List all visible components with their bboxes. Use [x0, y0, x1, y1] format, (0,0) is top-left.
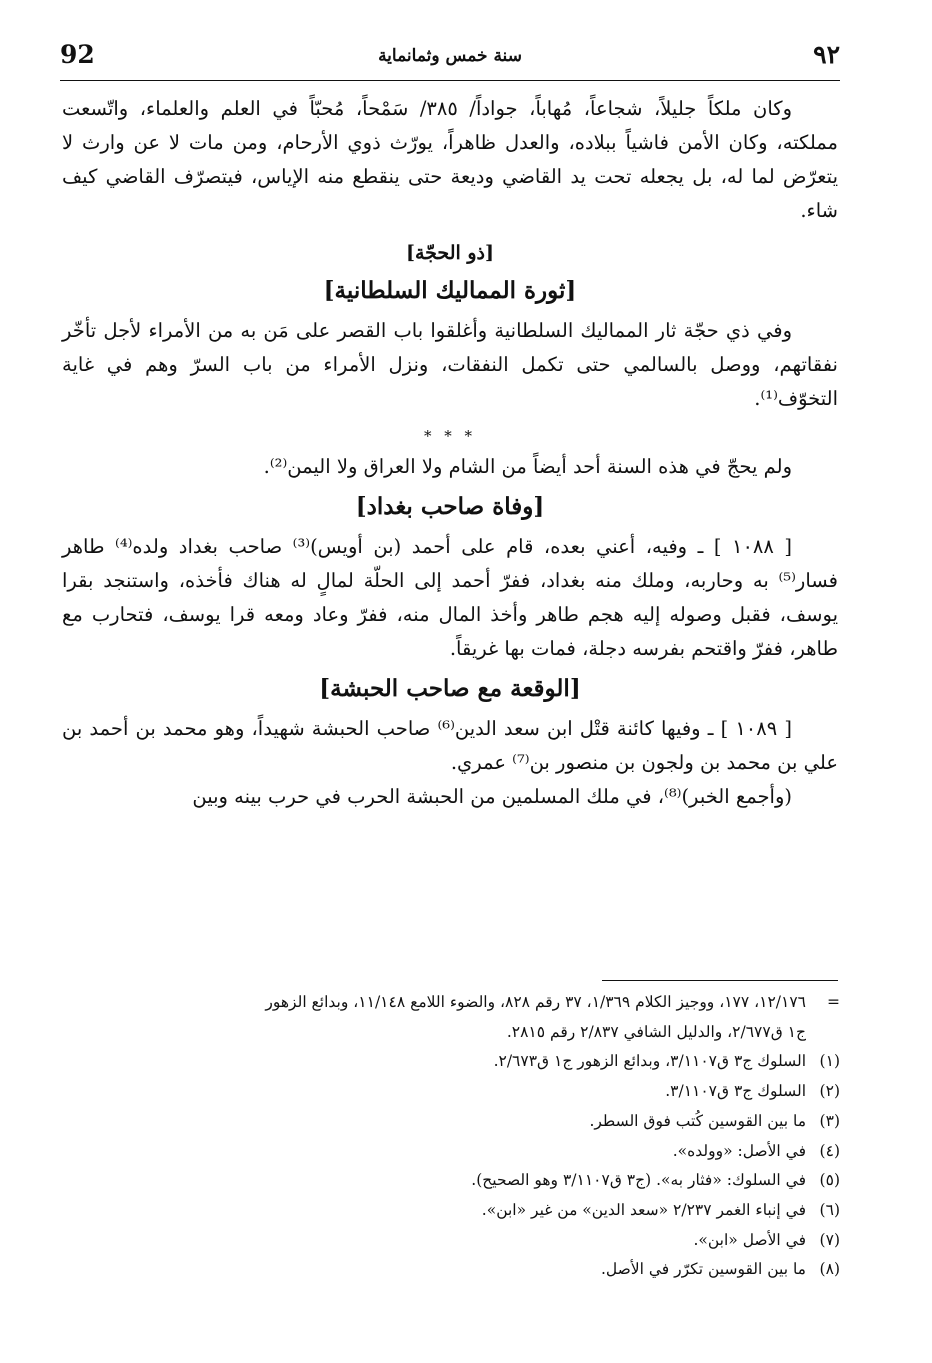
page-number-latin: 92	[60, 40, 95, 69]
footnote-text: ما بين القوسين تكرّر في الأصل.	[600, 1260, 806, 1279]
footnote-text: في السلوك: «فثار به». (ج٣ ق٣/١١٠٧ وهو الصحيح).	[471, 1171, 806, 1190]
footnote-item	[70, 1226, 840, 1256]
main-text	[62, 92, 838, 814]
page-header	[60, 40, 840, 86]
footnote-mark: (٧)	[819, 1230, 840, 1249]
footnote-text: ما بين القوسين كُتب فوق السطر.	[589, 1111, 806, 1130]
footnote-text: في إنباء الغمر ٢/٢٣٧ «سعد الدين» من غير «ابن».	[481, 1200, 806, 1219]
section-heading-mamluk-revolt: [ثورة المماليك السلطانية]	[323, 277, 577, 304]
footnote-item	[70, 1196, 840, 1226]
footnote-text: في الأصل «ابن».	[693, 1230, 806, 1249]
month-heading: [ذو الحجّة]	[405, 242, 494, 264]
running-title: سنة خمس وثمانماية	[378, 46, 522, 66]
footnote-mark: (٨)	[819, 1260, 840, 1279]
paragraph-mamluk-revolt: وفي ذي حجّة ثار المماليك السلطانية وأغلقوا باب القصر على مَن به من الأمراء لأجل تأخّر نفقاتهم، ووصل بالسالمي حتى تكمل النفقات، ونزل الأمراء من باب السرّ وهم في غاية التخوّف⁽¹⁾.	[62, 319, 838, 410]
paragraph-entry-1088: [ ١٠٨٨ ] ـ وفيه، أعني بعده، قام على أحمد (بن أويس)⁽³⁾ صاحب بغداد ولده⁽⁴⁾ طاهر فسار⁽⁵⁾ به وحاربه، وملك منه بغداد، ففرّ أحمد إلى الحلّة لمالٍ له هناك فأخذه، واستنجد بقرا يوسف، فقبل وصوله إليه هجم طاهر وأخذ المال منه، ففرّ وعاد ومعه قرا يوسف، فتحارب مع طاهر، ففرّ واقتحم بفرسه دجلة، فمات بها غريقاً.	[62, 535, 838, 660]
footnote-rule	[602, 980, 838, 981]
section-heading-abyssinia-battle: [الوقعة مع صاحب الحبشة]	[319, 675, 581, 702]
footnote-mark: (٥)	[819, 1171, 840, 1190]
footnote-item	[70, 1137, 840, 1167]
footnote-mark: (٦)	[819, 1200, 840, 1219]
page-number-arabic: ٩٢	[813, 40, 840, 69]
paragraph-continued: (وأجمع الخبر)⁽⁸⁾، في ملك المسلمين من الحبشة الحرب في حرب بينه وبين	[192, 785, 792, 808]
footnote-continuation-text: ١٢/١٧٦، ١٧٧، ووجيز الكلام ١/٣٦٩، ٣٧ رقم ٨٢٨، والضوء اللامع ١١/١٤٨، وبدائع الزهور	[265, 993, 806, 1011]
section-separator-stars: * * *	[423, 427, 477, 445]
footnote-item	[70, 1255, 840, 1285]
footnote-mark: (١)	[819, 1052, 840, 1071]
footnote-text: السلوك ج٣ ق٣/١١٠٧، وبدائع الزهور ج١ ق٢/٦٧٣.	[493, 1052, 806, 1071]
footnote-continuation-mark: =	[827, 993, 840, 1011]
footnote-mark: (٤)	[819, 1141, 840, 1160]
footnote-text: في الأصل: «وولده».	[672, 1141, 806, 1160]
footnotes	[70, 988, 840, 1285]
paragraph-king-description: وكان ملكاً جليلاً، شجاعاً، مُهاباً، جواداً/ ٣٨٥/ سَمْحاً، مُحبّاً في العلم والعلماء، واتّسعت مملكته، وكان الأمن فاشياً ببلاده، والعدل ظاهراً، يورّث ذوي الأرحام، ومن مات لا عن وارث لا يتعرّض لما له، بل يجعله تحت يد القاضي وديعة حتى ينقطع منه الإياس، فيتصرّف القاضي كيف شاء.	[62, 97, 838, 222]
footnote-item	[70, 1077, 840, 1107]
header-rule	[60, 80, 840, 81]
footnote-continuation-line	[70, 988, 840, 1018]
footnote-mark: (٣)	[819, 1111, 840, 1130]
footnote-continuation-text-2: ج١ ق٢/٦٧٧، والدليل الشافي ٢/٨٣٧ رقم ٢٨١٥.	[506, 1022, 806, 1041]
paragraph-entry-1089: [ ١٠٨٩ ] ـ وفيها كائنة قتْل ابن سعد الدين⁽⁶⁾ صاحب الحبشة شهيداً، وهو محمد بن أحمد بن علي بن محمد بن ولجون بن منصور بن⁽⁷⁾ عمري.	[62, 717, 838, 774]
section-heading-baghdad-ruler-death: [وفاة صاحب بغداد]	[355, 493, 545, 520]
footnote-text: السلوك ج٣ ق٣/١١٠٧.	[665, 1082, 806, 1101]
footnote-item	[70, 1107, 840, 1137]
footnote-mark: (٢)	[819, 1082, 840, 1101]
paragraph-no-hajj: ولم يحجّ في هذه السنة أحد أيضاً من الشام ولا العراق ولا اليمن⁽²⁾.	[263, 455, 792, 478]
footnote-item	[70, 1166, 840, 1196]
footnote-item	[70, 1047, 840, 1077]
